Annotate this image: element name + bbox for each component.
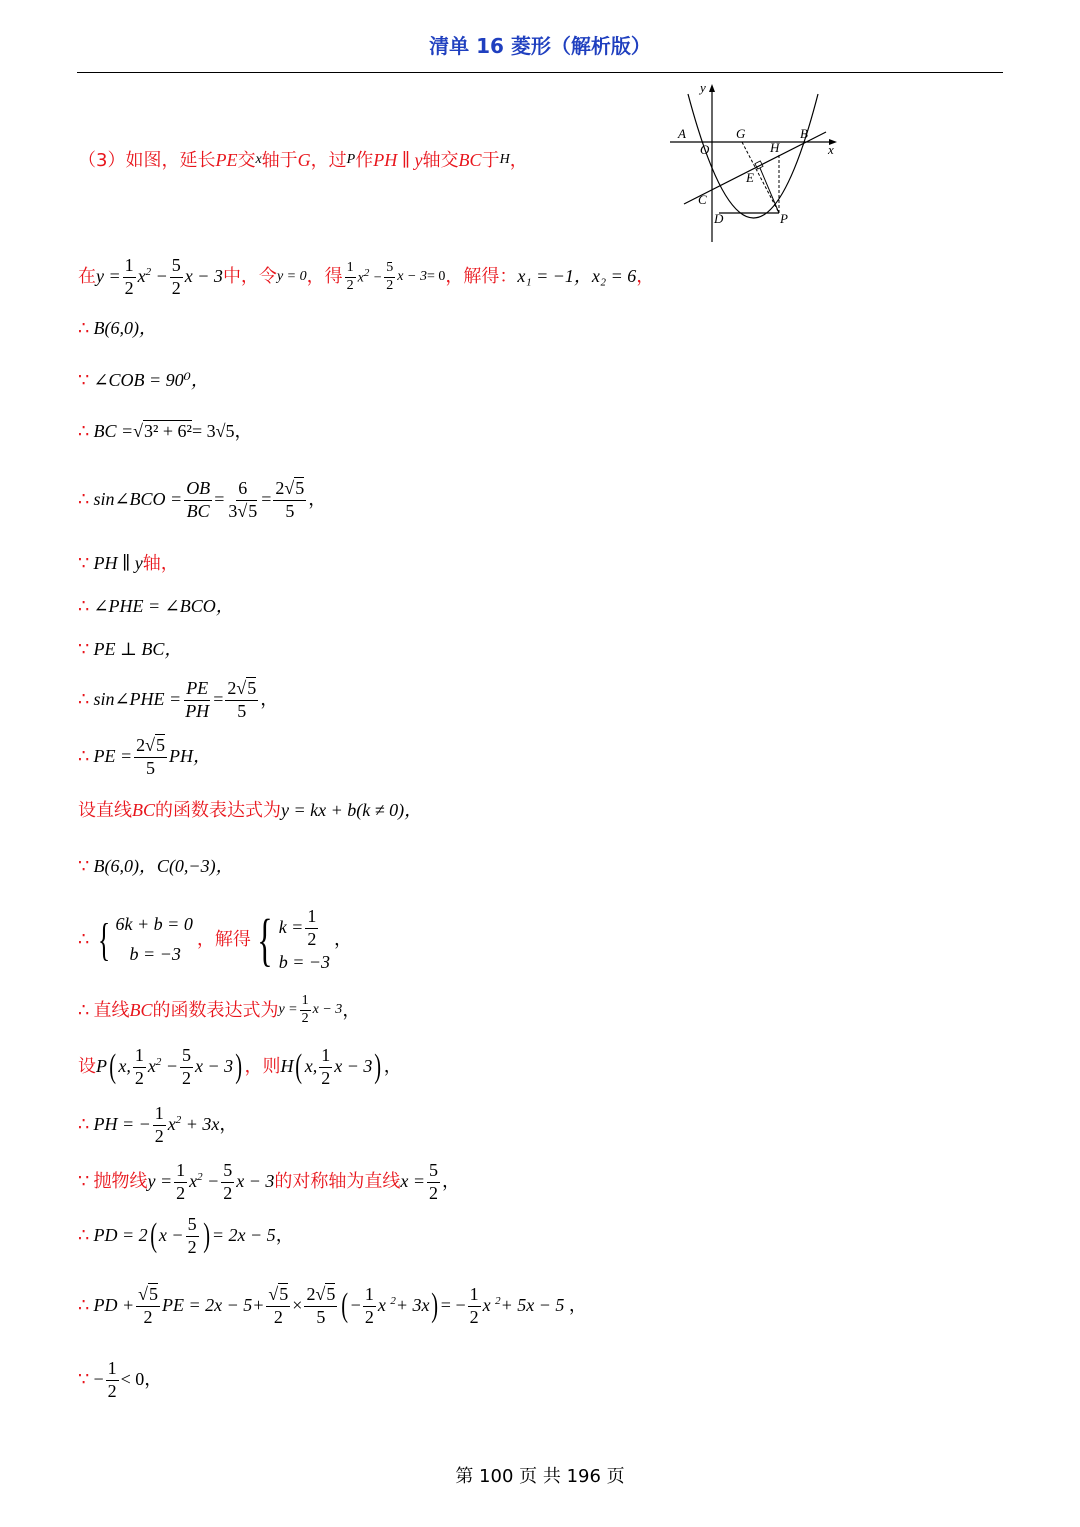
fig-label-a: A: [678, 126, 686, 141]
l1-intro: （3）如图，延长: [78, 150, 216, 171]
l9: PE ⊥ BC，: [93, 639, 183, 659]
l1-zuo: 作: [355, 150, 374, 171]
l18-b: 的对称轴为直线: [274, 1171, 401, 1193]
l15-bc: BC: [129, 999, 153, 1020]
header-rule: [77, 72, 1003, 73]
fig-label-d: D: [714, 211, 724, 226]
line-12: [78, 800, 422, 822]
fig-label-o: O: [700, 142, 710, 157]
l1-pe: PE: [215, 150, 238, 170]
l1-h: H: [499, 152, 510, 168]
l7-zhou: 轴，: [142, 553, 179, 574]
l2-eq0: = 0: [426, 268, 446, 284]
header-title: 清单 16 菱形（解析版）: [429, 34, 651, 58]
l18-a: 抛物线: [93, 1171, 148, 1193]
l12-bc: BC: [132, 800, 156, 820]
l20: PD +: [93, 1295, 135, 1316]
l19: PD = 2: [93, 1225, 148, 1246]
l13: B(6,0)，C(0,−3)，: [93, 856, 234, 876]
line-8: ∴ ∠PHE = ∠BCO，: [78, 596, 234, 617]
line-6: ∴ sin∠BCO = $\frac{OB}{BC}$ = $\frac{6}{3√5}$ = $\frac{2√5}{5}$ ，: [78, 478, 327, 521]
line-5: ∴ BC = √ 3² + 6² = 3√5，: [78, 420, 253, 442]
line-13: ∵ B(6,0)，C(0,−3)，: [78, 856, 234, 877]
l2-zai: 在: [78, 266, 96, 288]
l1-end: ，: [509, 150, 528, 171]
l2-roots: x₁ = −1，x₂ = 6: [517, 266, 637, 287]
line-19: ∴ PD = 2 ( x − $\frac{5}{2}$ ) = 2x − 5 ，: [78, 1214, 294, 1257]
l5-b: 3² + 6²: [144, 421, 192, 441]
l8: ∠PHE = ∠BCO，: [93, 596, 234, 616]
l2-y0: y = 0: [276, 268, 307, 284]
line-10: ∴ sin∠PHE = $\frac{PE}{PH}$ = $\frac{2√5}{5}$ ，: [78, 678, 279, 721]
line-3: ∴ B(6,0)，: [78, 318, 157, 339]
fig-label-p: P: [780, 211, 788, 226]
fig-label-x: x: [828, 142, 834, 157]
l2-jiede: ，解得：: [445, 266, 518, 288]
fig-label-g: G: [736, 126, 746, 141]
page-footer: 第 100 页 共 196 页: [455, 1466, 625, 1487]
l2-de: ，得: [306, 266, 343, 288]
line-15: ∴ 直线 BC 的函数表达式为 y = $\frac{1}{2}$ x − 3 ，: [78, 993, 361, 1026]
l1-jiao: 交: [237, 150, 256, 171]
l5-c: = 3√5，: [191, 420, 253, 441]
l14-s1: 6k + b = 0: [115, 914, 193, 935]
line-4: ∵ ∠COB = 90⁰，: [78, 370, 209, 391]
line-20: ∴ PD + $\frac{√5}{2}$ PE = 2x − 5+ $\frac{√5}{2}$ × $\frac{2√5}{5}$ ( − $\frac{1}{2}$ x $^2$+ 3x ) = − $\frac{1}{2}$ x $^2$+ 5x − 5 ，: [78, 1284, 587, 1327]
l14-jd: ，解得: [196, 929, 251, 951]
line-16: 设 P ( x, $\frac{1}{2}$ $x^2$ − $\frac{5}{2}$ x − 3 ) ，则 H ( x, $\frac{1}{2}$ x − 3 ) ，: [78, 1045, 402, 1088]
fig-label-h: H: [770, 140, 780, 155]
l14-k: k =: [278, 917, 304, 938]
l14-s2: b = −3: [129, 943, 181, 964]
l12-b: 的函数表达式为: [155, 800, 282, 821]
line-11: ∴ PE = $\frac{2√5}{5}$ PH，: [78, 735, 211, 778]
l1-zhou: 轴于: [261, 150, 298, 171]
l7: PH ∥ y: [93, 553, 143, 573]
l1-x: x: [255, 152, 262, 168]
l5-a: BC =: [93, 420, 134, 441]
line-21: ∵ − $\frac{1}{2}$ < 0，: [78, 1358, 163, 1401]
l4: ∠COB = 90⁰，: [93, 370, 209, 390]
l12-c: y = kx + b(k ≠ 0)，: [281, 800, 423, 820]
l16-she: 设: [78, 1056, 96, 1078]
l6-a: sin∠BCO =: [93, 489, 183, 510]
line-7: ∵ PH ∥ y 轴，: [78, 553, 179, 574]
l2-end: ，: [636, 266, 655, 288]
l1-guo: ，过: [310, 150, 347, 171]
line-1: [78, 150, 528, 172]
l15-a: 直线: [93, 999, 130, 1021]
l1-g: G: [297, 150, 311, 170]
l10-a: sin∠PHE =: [93, 689, 182, 710]
l2-zhong: 中，令: [222, 266, 277, 288]
l1-zhoujiao: 轴交: [422, 150, 459, 171]
line-9: ∵ PE ⊥ BC，: [78, 639, 183, 660]
l21: −: [93, 1369, 104, 1390]
fig-label-y: y: [700, 82, 706, 95]
fig-label-c: C: [698, 192, 707, 207]
line-14: ∴ { 6k + b = 0 b = −3 ，解得 { k = $\frac{1}{2}$ b = −3 ，: [78, 906, 352, 973]
l1-bc: BC: [458, 150, 482, 170]
fig-label-e: E: [746, 170, 754, 185]
l12-a: 设直线: [78, 800, 132, 821]
l1-p: P: [346, 152, 356, 168]
fig-label-b: B: [800, 126, 808, 141]
l11-b: PH，: [168, 746, 211, 767]
l17: PH = −: [93, 1114, 151, 1135]
l1-yu: 于: [481, 150, 500, 171]
l3: B(6,0)，: [93, 318, 157, 338]
l15-b: 的函数表达式为: [152, 999, 279, 1021]
line-17: ∴ PH = − $\frac{1}{2}$ $x^2 + 3x$ ，: [78, 1103, 238, 1146]
l16-ze: ，则: [244, 1056, 281, 1078]
line-18: ∵ 抛物线 y = $\frac{1}{2}$ $x^2$ − $\frac{5}{2}$ x − 3 的对称轴为直线 x = $\frac{5}{2}$ ，: [78, 1160, 461, 1203]
l11-a: PE =: [93, 746, 133, 767]
l1-ph: PH ∥ y: [373, 150, 423, 170]
parabola-figure: [664, 82, 844, 244]
l14-b: b = −3: [278, 952, 330, 973]
line-2: 在 y = $\frac{1}{2}$ $x^2$ − $\frac{5}{2}$ x − 3 中，令 y = 0 ，得 $\frac{1}{2}$ $x^2$ − $\frac{5}{2}$ x − 3 = 0 ，解得： x₁ = −1，x₂ = 6 ，: [78, 255, 655, 298]
